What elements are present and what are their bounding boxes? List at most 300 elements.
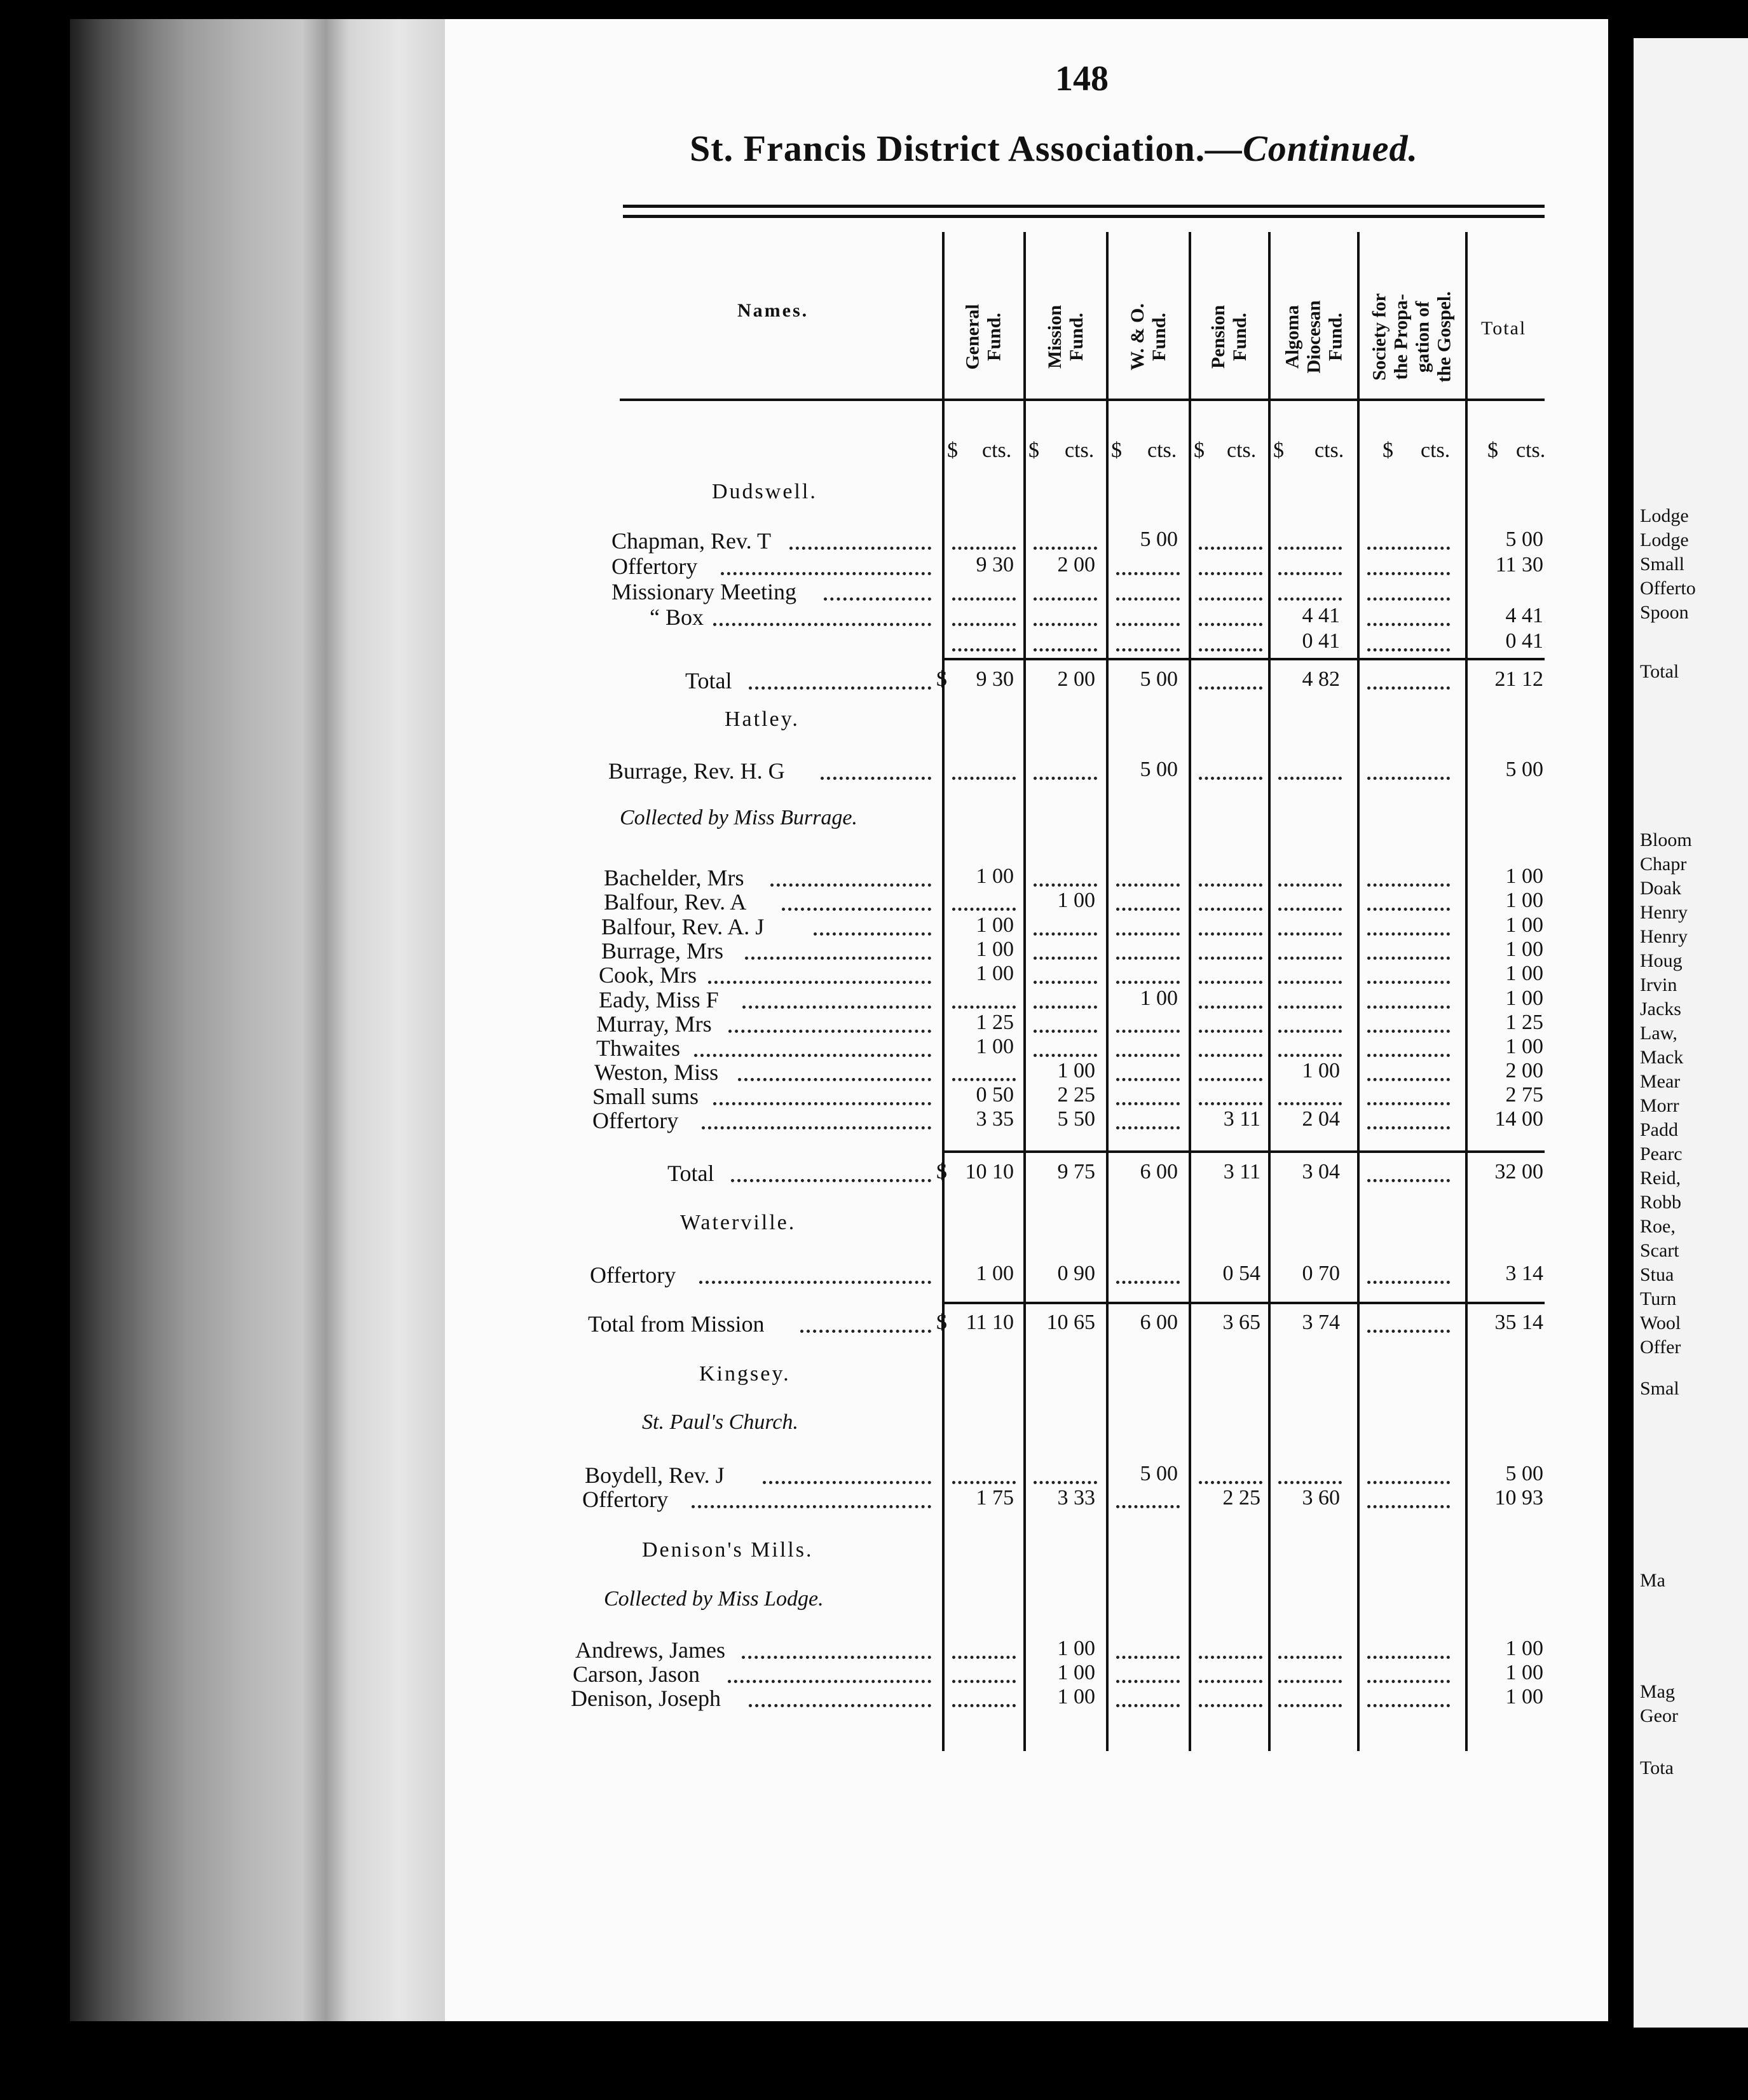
cell-mission: 1 00 — [1057, 1685, 1095, 1708]
cell-total: 1 00 — [1505, 913, 1543, 937]
cell-mission: 2 25 — [1057, 1083, 1095, 1107]
empty-cell-leader — [1199, 547, 1262, 550]
general-fund-header — [945, 261, 1023, 413]
dot-leader — [814, 932, 931, 936]
section-dudswell: Dudswell. — [712, 480, 817, 503]
empty-cell-leader — [1278, 547, 1342, 550]
general-fund-label: General Fund. — [962, 304, 1005, 370]
empty-cell-leader — [1199, 686, 1262, 690]
empty-cell-leader — [1034, 777, 1097, 780]
cell-total: 5 00 — [1505, 528, 1543, 551]
dot-leader — [742, 1006, 931, 1009]
cell-pension: 3 11 — [1223, 1107, 1260, 1131]
wo-fund-label: W. & O. Fund. — [1126, 303, 1170, 371]
facing-row: Scart — [1640, 1240, 1679, 1261]
cell-total: 21 12 — [1494, 667, 1543, 691]
cents-unit: cts. — [1065, 439, 1095, 462]
cell-general: 1 75 — [976, 1486, 1014, 1510]
row-name: Andrews, James — [575, 1637, 725, 1663]
empty-cell-leader — [1278, 1680, 1342, 1683]
empty-cell-leader — [1116, 1078, 1180, 1081]
column-divider — [942, 232, 945, 1751]
cell-total: 14 00 — [1494, 1107, 1543, 1131]
empty-cell-leader — [1367, 777, 1450, 780]
row-name: Chapman, Rev. T — [611, 528, 771, 554]
dot-leader — [749, 1704, 931, 1707]
cell-general: 11 10 — [966, 1311, 1014, 1334]
cell-general: 1 00 — [976, 864, 1014, 888]
cell-total: 10 93 — [1494, 1486, 1543, 1510]
empty-cell-leader — [1199, 1680, 1262, 1683]
facing-row: Reid, — [1640, 1168, 1681, 1189]
empty-cell-leader — [1199, 597, 1262, 601]
dot-leader — [713, 1102, 931, 1105]
facing-row: Morr — [1640, 1095, 1679, 1116]
facing-row: Turn — [1640, 1288, 1677, 1309]
spg-fund-header — [1360, 261, 1465, 413]
facing-row: Wool — [1640, 1312, 1681, 1333]
empty-cell-leader — [1278, 981, 1342, 984]
facing-row: Offerto — [1640, 578, 1696, 599]
pension-fund-header — [1191, 261, 1268, 413]
algoma-fund-header — [1271, 261, 1357, 413]
empty-cell-leader — [1199, 932, 1262, 936]
cell-mission: 1 00 — [1057, 1637, 1095, 1660]
cell-pension: 3 11 — [1223, 1160, 1260, 1183]
facing-row: Geor — [1640, 1705, 1678, 1726]
empty-cell-leader — [952, 1481, 1016, 1484]
dot-leader — [692, 1505, 931, 1508]
dot-leader — [728, 1030, 931, 1033]
algoma-fund-label: Algoma Diocesan Fund. — [1281, 300, 1346, 374]
facing-row: Houg — [1640, 950, 1683, 971]
cell-algoma: 4 41 — [1302, 604, 1340, 627]
total-rule — [942, 1150, 1545, 1153]
subsection-st-pauls-church: St. Paul's Church. — [642, 1410, 798, 1434]
total-rule — [942, 658, 1545, 660]
dot-leader — [763, 1481, 931, 1484]
dollar-unit: $ — [1383, 439, 1393, 462]
cents-unit: cts. — [1227, 439, 1257, 462]
cell-algoma: 1 00 — [1302, 1059, 1340, 1082]
empty-cell-leader — [1116, 597, 1180, 601]
row-name: Bachelder, Mrs — [604, 865, 744, 890]
cell-mission: 10 65 — [1046, 1311, 1095, 1334]
empty-cell-leader — [1116, 957, 1180, 960]
cell-total: 1 00 — [1505, 1685, 1543, 1708]
empty-cell-leader — [952, 908, 1016, 911]
cell-general: 9 30 — [976, 553, 1014, 576]
page-title — [690, 127, 1418, 170]
dot-leader — [789, 547, 931, 550]
empty-cell-leader — [1278, 932, 1342, 936]
cell-wo: 6 00 — [1140, 1311, 1178, 1334]
facing-row: Pearc — [1640, 1143, 1683, 1164]
wo-fund-header — [1109, 261, 1189, 413]
facing-row: Total — [1640, 661, 1679, 682]
empty-cell-leader — [1199, 1006, 1262, 1009]
cell-total: 1 00 — [1505, 864, 1543, 888]
cell-total: 0 41 — [1505, 629, 1543, 653]
dot-leader — [745, 957, 931, 960]
facing-row: Mear — [1640, 1071, 1681, 1092]
cell-algoma: 3 60 — [1302, 1486, 1340, 1510]
row-name: Boydell, Rev. J — [585, 1462, 725, 1488]
empty-cell-leader — [1367, 1330, 1450, 1333]
dot-leader — [824, 597, 931, 601]
facing-row: Smal — [1640, 1378, 1679, 1399]
dot-leader — [721, 572, 931, 575]
empty-cell-leader — [1199, 1704, 1262, 1707]
dot-leader — [699, 1281, 931, 1284]
dot-leader — [770, 883, 931, 887]
empty-cell-leader — [952, 1006, 1016, 1009]
cell-wo: 6 00 — [1140, 1160, 1178, 1183]
empty-cell-leader — [952, 777, 1016, 780]
facing-row: Small — [1640, 554, 1685, 575]
cell-total: 4 41 — [1505, 604, 1543, 627]
empty-cell-leader — [1278, 1481, 1342, 1484]
row-name: Eady, Miss F — [599, 987, 719, 1012]
empty-cell-leader — [1199, 648, 1262, 651]
empty-cell-leader — [1278, 883, 1342, 887]
facing-row: Ma — [1640, 1570, 1665, 1591]
facing-row: Chapr — [1640, 854, 1687, 875]
double-rule-bottom — [623, 215, 1545, 218]
empty-cell-leader — [952, 1078, 1016, 1081]
empty-cell-leader — [1199, 1656, 1262, 1659]
row-name: Total from Mission — [588, 1311, 765, 1337]
empty-cell-leader — [1199, 572, 1262, 575]
empty-cell-leader — [1199, 1102, 1262, 1105]
empty-cell-leader — [1034, 597, 1097, 601]
facing-row: Tota — [1640, 1757, 1674, 1778]
cell-total: 1 00 — [1505, 962, 1543, 985]
empty-cell-leader — [1367, 1054, 1450, 1057]
empty-cell-leader — [1199, 1054, 1262, 1057]
row-name: Denison, Joseph — [571, 1686, 721, 1711]
cell-total: 1 25 — [1505, 1011, 1543, 1034]
facing-row: Mag — [1640, 1681, 1675, 1702]
page-number: 148 — [1055, 59, 1109, 99]
cell-total: 1 00 — [1505, 1661, 1543, 1684]
empty-cell-leader — [1278, 597, 1342, 601]
row-name: Offertory — [611, 554, 698, 579]
cents-unit: cts. — [1147, 439, 1177, 462]
facing-row: Roe, — [1640, 1216, 1676, 1237]
empty-cell-leader — [1116, 1126, 1180, 1129]
cell-wo: 5 00 — [1140, 758, 1178, 781]
row-name: Weston, Miss — [594, 1060, 719, 1085]
dollar-sign: $ — [936, 667, 947, 691]
empty-cell-leader — [1367, 957, 1450, 960]
empty-cell-leader — [1199, 623, 1262, 626]
empty-cell-leader — [1116, 932, 1180, 936]
dot-leader — [728, 1680, 931, 1683]
cell-general: 9 30 — [976, 667, 1014, 691]
dollar-unit: $ — [1028, 439, 1039, 462]
empty-cell-leader — [1116, 623, 1180, 626]
empty-cell-leader — [1278, 1030, 1342, 1033]
mission-fund-header — [1026, 261, 1106, 413]
row-name: Cook, Mrs — [599, 962, 697, 988]
names-column-header: Names. — [737, 300, 809, 321]
cell-total: 1 00 — [1505, 889, 1543, 912]
facing-row: Robb — [1640, 1192, 1682, 1213]
cell-total: 2 00 — [1505, 1059, 1543, 1082]
empty-cell-leader — [1116, 1704, 1180, 1707]
empty-cell-leader — [1034, 1006, 1097, 1009]
dollar-unit: $ — [1111, 439, 1122, 462]
empty-cell-leader — [1034, 547, 1097, 550]
empty-cell-leader — [1367, 1704, 1450, 1707]
empty-cell-leader — [1034, 883, 1097, 887]
empty-cell-leader — [1278, 1704, 1342, 1707]
cell-algoma: 0 70 — [1302, 1262, 1340, 1285]
cell-total: 2 75 — [1505, 1083, 1543, 1107]
empty-cell-leader — [1116, 1030, 1180, 1033]
facing-page-fragment — [1634, 38, 1748, 2028]
empty-cell-leader — [1034, 648, 1097, 651]
column-divider — [1023, 232, 1026, 1751]
double-rule-top — [623, 205, 1545, 208]
subsection-collected-burrage: Collected by Miss Burrage. — [620, 806, 857, 829]
empty-cell-leader — [1034, 1481, 1097, 1484]
empty-cell-leader — [1034, 981, 1097, 984]
section-denisons-mills: Denison's Mills. — [642, 1538, 814, 1562]
empty-cell-leader — [1116, 1054, 1180, 1057]
empty-cell-leader — [1367, 1505, 1450, 1508]
section-waterville: Waterville. — [680, 1211, 796, 1234]
row-name: Burrage, Rev. H. G — [608, 758, 785, 784]
dollar-unit: $ — [947, 439, 958, 462]
cell-pension: 3 65 — [1222, 1311, 1260, 1334]
cell-total: 3 14 — [1505, 1262, 1543, 1285]
cents-unit: cts. — [1421, 439, 1451, 462]
pension-fund-label: Pension Fund. — [1208, 304, 1251, 369]
empty-cell-leader — [1367, 932, 1450, 936]
empty-cell-leader — [1034, 957, 1097, 960]
facing-row: Doak — [1640, 878, 1681, 899]
cell-general: 3 35 — [976, 1107, 1014, 1131]
cell-algoma: 2 04 — [1302, 1107, 1340, 1131]
empty-cell-leader — [1278, 777, 1342, 780]
empty-cell-leader — [952, 1704, 1016, 1707]
empty-cell-leader — [1367, 572, 1450, 575]
row-name: Balfour, Rev. A — [604, 889, 747, 915]
empty-cell-leader — [1116, 1505, 1180, 1508]
row-name: Small sums — [592, 1084, 699, 1109]
facing-row: Henry — [1640, 902, 1688, 923]
cell-general: 1 00 — [976, 913, 1014, 937]
empty-cell-leader — [1278, 1656, 1342, 1659]
column-divider — [1268, 232, 1271, 1751]
empty-cell-leader — [1367, 908, 1450, 911]
cell-general: 10 10 — [965, 1160, 1014, 1183]
cents-unit: cts. — [982, 439, 1012, 462]
subsection-collected-lodge: Collected by Miss Lodge. — [604, 1587, 824, 1611]
total-column-header: Total — [1481, 318, 1527, 339]
cell-mission: 5 50 — [1057, 1107, 1095, 1131]
empty-cell-leader — [1278, 1102, 1342, 1105]
row-name: Total — [685, 668, 732, 693]
cell-mission: 3 33 — [1057, 1486, 1095, 1510]
row-name: Burrage, Mrs — [601, 938, 723, 964]
facing-row: Lodge — [1640, 529, 1689, 550]
cell-general: 1 00 — [976, 1262, 1014, 1285]
cell-algoma: 4 82 — [1302, 667, 1340, 691]
cell-algoma: 0 41 — [1302, 629, 1340, 653]
empty-cell-leader — [1034, 932, 1097, 936]
cell-wo: 5 00 — [1140, 528, 1178, 551]
cell-total: 5 00 — [1505, 758, 1543, 781]
cell-general: 1 25 — [976, 1011, 1014, 1034]
row-name: “ Box — [650, 604, 704, 630]
empty-cell-leader — [1278, 957, 1342, 960]
empty-cell-leader — [1199, 1481, 1262, 1484]
cell-mission: 2 00 — [1057, 667, 1095, 691]
empty-cell-leader — [1199, 1030, 1262, 1033]
mission-fund-label: Mission Fund. — [1044, 304, 1087, 369]
spg-fund-label: Society for the Propa- gation of the Gospel. — [1369, 291, 1455, 383]
cell-total: 32 00 — [1494, 1160, 1543, 1183]
empty-cell-leader — [1278, 572, 1342, 575]
dollar-unit: $ — [1194, 439, 1205, 462]
empty-cell-leader — [1116, 1281, 1180, 1284]
empty-cell-leader — [1367, 883, 1450, 887]
cell-pension: 0 54 — [1222, 1262, 1260, 1285]
facing-row: Mack — [1640, 1047, 1684, 1068]
cell-mission: 0 90 — [1057, 1262, 1095, 1285]
row-name: Carson, Jason — [573, 1661, 700, 1687]
cell-pension: 2 25 — [1222, 1486, 1260, 1510]
cell-general: 1 00 — [976, 938, 1014, 961]
dollar-sign: $ — [936, 1160, 947, 1183]
dot-leader — [821, 777, 931, 780]
cell-mission: 9 75 — [1057, 1160, 1095, 1183]
cell-mission: 1 00 — [1057, 889, 1095, 912]
empty-cell-leader — [1367, 648, 1450, 651]
facing-row: Henry — [1640, 926, 1688, 947]
cell-total: 1 00 — [1505, 1637, 1543, 1660]
book-page-edges — [70, 19, 458, 2021]
row-name: Offertory — [592, 1108, 679, 1133]
empty-cell-leader — [1367, 1006, 1450, 1009]
cell-wo: 5 00 — [1140, 667, 1178, 691]
cell-algoma: 3 04 — [1302, 1160, 1340, 1183]
total-rule — [942, 1302, 1545, 1304]
empty-cell-leader — [952, 648, 1016, 651]
dot-leader — [782, 908, 931, 911]
facing-row: Bloom — [1640, 829, 1692, 850]
empty-cell-leader — [1199, 981, 1262, 984]
empty-cell-leader — [1116, 1656, 1180, 1659]
dot-leader — [738, 1078, 931, 1081]
empty-cell-leader — [1199, 777, 1262, 780]
row-name: Thwaites — [596, 1035, 680, 1061]
empty-cell-leader — [1116, 981, 1180, 984]
dollar-sign: $ — [936, 1311, 947, 1334]
empty-cell-leader — [1367, 1680, 1450, 1683]
row-name: Murray, Mrs — [596, 1011, 712, 1037]
empty-cell-leader — [1367, 1179, 1450, 1182]
cell-mission: 2 00 — [1057, 553, 1095, 576]
empty-cell-leader — [1034, 1054, 1097, 1057]
row-name: Balfour, Rev. A. J — [601, 914, 765, 939]
empty-cell-leader — [1278, 908, 1342, 911]
dot-leader — [713, 623, 931, 626]
empty-cell-leader — [1199, 957, 1262, 960]
dot-leader — [742, 1656, 931, 1659]
empty-cell-leader — [1116, 908, 1180, 911]
empty-cell-leader — [1116, 572, 1180, 575]
empty-cell-leader — [1116, 648, 1180, 651]
row-name: Total — [667, 1161, 714, 1186]
facing-row: Padd — [1640, 1119, 1678, 1140]
title-continued: —Continued. — [1205, 128, 1419, 169]
facing-row: Law, — [1640, 1023, 1677, 1044]
empty-cell-leader — [1367, 1078, 1450, 1081]
empty-cell-leader — [1367, 1481, 1450, 1484]
empty-cell-leader — [1199, 1078, 1262, 1081]
dollar-unit: $ — [1273, 439, 1284, 462]
facing-row: Spoon — [1640, 602, 1689, 623]
cell-total: 1 00 — [1505, 1035, 1543, 1058]
empty-cell-leader — [1367, 1030, 1450, 1033]
cell-general: 1 00 — [976, 1035, 1014, 1058]
cell-mission: 1 00 — [1057, 1661, 1095, 1684]
empty-cell-leader — [952, 1656, 1016, 1659]
empty-cell-leader — [1199, 908, 1262, 911]
title-main: St. Francis District Association. — [690, 128, 1206, 169]
section-hatley: Hatley. — [725, 707, 800, 731]
row-name: Offertory — [582, 1487, 669, 1512]
empty-cell-leader — [1116, 1102, 1180, 1105]
cell-wo: 1 00 — [1140, 986, 1178, 1010]
empty-cell-leader — [1367, 1126, 1450, 1129]
cell-general: 1 00 — [976, 962, 1014, 985]
empty-cell-leader — [1367, 1281, 1450, 1284]
empty-cell-leader — [1116, 1680, 1180, 1683]
dollar-unit: $ — [1487, 439, 1498, 462]
cell-total: 11 30 — [1495, 553, 1543, 576]
cell-total: 1 00 — [1505, 986, 1543, 1010]
empty-cell-leader — [1278, 1054, 1342, 1057]
facing-row: Lodge — [1640, 505, 1689, 526]
facing-row: Jacks — [1640, 999, 1681, 1019]
column-divider — [1357, 232, 1360, 1751]
facing-row: Stua — [1640, 1264, 1674, 1285]
cell-mission: 1 00 — [1057, 1059, 1095, 1082]
empty-cell-leader — [1116, 883, 1180, 887]
empty-cell-leader — [1034, 1030, 1097, 1033]
cell-total: 35 14 — [1494, 1311, 1543, 1334]
facing-row: Offer — [1640, 1337, 1681, 1358]
dot-leader — [694, 1054, 931, 1057]
empty-cell-leader — [1367, 981, 1450, 984]
cell-general: 0 50 — [976, 1083, 1014, 1107]
cell-total: 1 00 — [1505, 938, 1543, 961]
empty-cell-leader — [1367, 547, 1450, 550]
empty-cell-leader — [1367, 1102, 1450, 1105]
empty-cell-leader — [1367, 686, 1450, 690]
cents-unit: cts. — [1314, 439, 1344, 462]
cell-total: 5 00 — [1505, 1462, 1543, 1485]
cell-wo: 5 00 — [1140, 1462, 1178, 1485]
cents-unit: cts. — [1516, 439, 1546, 462]
facing-row: Irvin — [1640, 974, 1677, 995]
row-name: Missionary Meeting — [611, 579, 796, 604]
